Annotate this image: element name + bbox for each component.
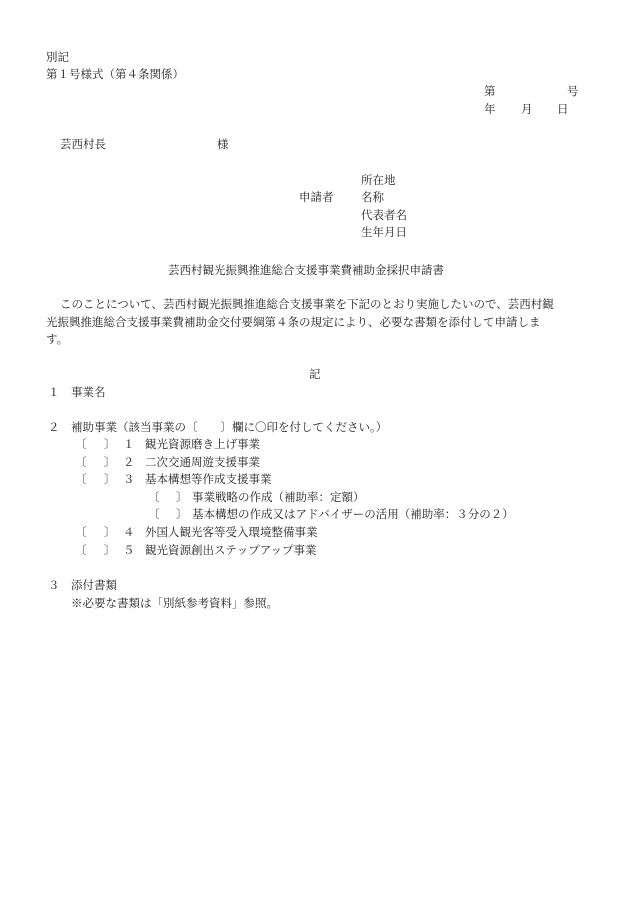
section-3-number: ３ <box>48 578 60 592</box>
item-2-number: ２ <box>123 455 135 469</box>
note-heading: 記 <box>309 367 321 381</box>
subitem-3a-label: 事業戦略の作成（補助率：定額） <box>192 490 365 504</box>
section-3-title: 添付書類 <box>71 578 117 592</box>
checkbox-open-3b: 〔 <box>148 507 160 521</box>
annex-label: 別記 <box>46 50 69 64</box>
item-4-label: 外国人観光客等受入環境整備事業 <box>145 525 318 539</box>
date-day-label: 日 <box>557 102 569 116</box>
checkbox-close-2: 〕 <box>104 455 116 469</box>
checkbox-open-3: 〔 <box>75 472 87 486</box>
item-1-number: １ <box>123 437 135 451</box>
applicant-field-birthdate: 生年月日 <box>361 225 407 239</box>
section-1-number: １ <box>48 385 60 399</box>
checkbox-close-3b: 〕 <box>176 507 188 521</box>
item-5-number: ５ <box>123 543 135 557</box>
applicant-field-representative: 代表者名 <box>361 208 407 222</box>
checkbox-close-1: 〕 <box>104 437 116 451</box>
body-text-line-1: このことについて、芸西村観光振興推進総合支援事業を下記のとおり実施したいので、芸西村観 <box>60 297 554 311</box>
section-2-number: ２ <box>48 420 60 434</box>
checkbox-close-4: 〕 <box>104 525 116 539</box>
item-3-number: ３ <box>123 472 135 486</box>
body-text-line-2: 光振興推進総合支援事業費補助金交付要綱第４条の規定により、必要な書類を添付して申請しま <box>46 315 541 329</box>
checkbox-open-3a: 〔 <box>148 490 160 504</box>
checkbox-close-5: 〕 <box>104 543 116 557</box>
checkbox-open-5: 〔 <box>75 543 87 557</box>
checkbox-close-3: 〕 <box>104 472 116 486</box>
addressee-honorific: 様 <box>217 137 229 151</box>
applicant-field-address: 所在地 <box>361 173 396 187</box>
document-title: 芸西村観光振興推進総合支援事業費補助金採択申請書 <box>168 263 444 277</box>
section-3-note: ※必要な書類は「別紙参考資料」参照。 <box>71 596 278 610</box>
applicant-field-name: 名称 <box>361 190 384 204</box>
body-text-line-3: す。 <box>46 332 69 346</box>
addressee-name: 芸西村長 <box>60 137 106 151</box>
section-1-title: 事業名 <box>71 385 106 399</box>
item-1-label: 観光資源磨き上げ事業 <box>145 437 260 451</box>
checkbox-open-4: 〔 <box>75 525 87 539</box>
document-number-suffix: 号 <box>567 84 579 98</box>
item-2-label: 二次交通周遊支援事業 <box>145 455 260 469</box>
item-4-number: ４ <box>123 525 135 539</box>
checkbox-open-2: 〔 <box>75 455 87 469</box>
checkbox-close-3a: 〕 <box>176 490 188 504</box>
section-2-title: 補助事業（該当事業の〔 〕欄に〇印を付してください。） <box>71 420 388 434</box>
subitem-3b-label: 基本構想の作成又はアドバイザーの活用（補助率：３分の２） <box>192 507 514 521</box>
date-month-label: 月 <box>521 102 533 116</box>
checkbox-open-1: 〔 <box>75 437 87 451</box>
date-year-label: 年 <box>484 102 496 116</box>
item-5-label: 観光資源創出ステップアップ事業 <box>145 543 317 557</box>
form-number-label: 第１号様式（第４条関係） <box>46 67 184 81</box>
document-number-prefix: 第 <box>484 84 496 98</box>
item-3-label: 基本構想等作成支援事業 <box>145 472 272 486</box>
applicant-label: 申請者 <box>299 190 334 204</box>
